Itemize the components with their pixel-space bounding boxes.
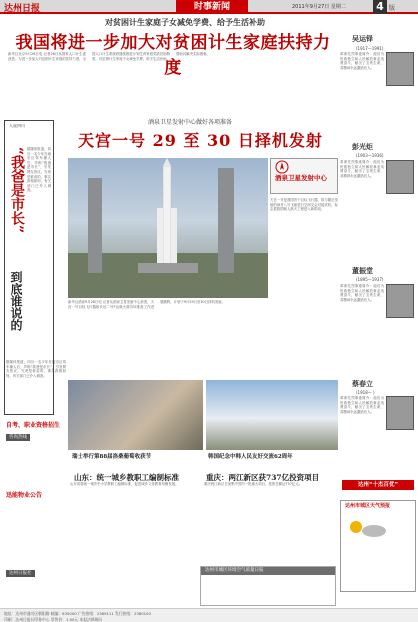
commentary-title-2[interactable]: 到底谁说的	[9, 271, 23, 331]
profile-body-1: 革命先烈事迹简介：他们为民族独立和人民解放事业英勇奋斗，献出了宝贵生命，其精神永远激励后人。	[340, 52, 384, 70]
profile-years-1: (1917—1991)	[356, 46, 384, 51]
feature-banner	[68, 117, 338, 157]
issue-date: 2011年9月27日 星期二	[292, 4, 346, 10]
commentary-kicker: 人说四川	[9, 124, 25, 128]
weather-box	[340, 500, 416, 592]
footer-line-2: 印刷：达州日报社印务中心 零售价：1.00元 本报法律顾问	[4, 617, 103, 622]
photo-grape-festival[interactable]	[68, 380, 203, 450]
ad-head-1[interactable]: 自考、职业资格招生	[6, 422, 61, 429]
photo-caption-2: 韩国纪念中韩人民友好交流62周年	[208, 454, 293, 460]
profile-name-2[interactable]: 彭光炬	[352, 142, 373, 151]
profile-years-4: (1918— )	[356, 390, 375, 395]
lead-body: 新华社北京9月26日电 记者26日从国家人口计生委获悉，为进一步加大对贫困计生家庭的扶持力度，全国人口计生系统将继续推进计划生育家庭奖励扶助制度，对贫困计生家庭子女减免学费、给予生活补助，帮助其解决实际困难。	[8, 52, 210, 61]
commentary-title[interactable]: “我爸是市长”	[9, 147, 25, 234]
rocket-illustration	[68, 158, 268, 298]
news-brief-body-1: 山东省将统一城乡中小学教职工编制标准，促进城乡义务教育均衡发展。	[70, 482, 179, 486]
section-label: 时事新闻	[176, 0, 248, 14]
air-quality-table-head: 达州市城区环境空气质量日报	[201, 567, 335, 575]
page-number: 4	[373, 0, 387, 14]
news-brief-title-1[interactable]: 山东：统一城乡教职工编制标准	[74, 473, 179, 482]
profile-body-3: 革命先烈事迹简介：他们为民族独立和人民解放事业英勇奋斗，献出了宝贵生命，其精神永远激励后人。	[340, 284, 384, 302]
weather-title: 达州市城区天气预报	[345, 503, 391, 509]
masthead	[0, 0, 418, 14]
news-brief-title-2[interactable]: 重庆：两江新区获737亿投资项目	[206, 473, 320, 482]
footer	[0, 608, 418, 622]
profile-header-2	[340, 142, 416, 153]
profile-header-4	[340, 379, 416, 390]
air-quality-table	[200, 566, 336, 606]
profiles-column	[340, 34, 416, 489]
logo-title: 酒泉卫星发射中心	[275, 174, 327, 182]
emblem-icon	[275, 160, 295, 174]
ten-outstanding-banner[interactable]: 达州“十杰百优”	[342, 480, 414, 490]
profile-name-4[interactable]: 蔡春立	[352, 379, 373, 388]
weather-sun-icon	[344, 513, 414, 543]
ad-head-2[interactable]: 迅能物业公告	[6, 492, 43, 499]
profile-years-3: (1895—1937)	[356, 277, 384, 282]
footer-line-1: 地址：达州市通川区朝阳路 邮编：635000 广告热线：2389111 发行热线：2380100	[4, 611, 151, 616]
photo-korea-commemoration[interactable]	[206, 380, 338, 450]
portrait-3	[386, 284, 414, 318]
lead-headline[interactable]: 我国将进一步加大对贫困计生家庭扶持力度	[15, 33, 331, 78]
portrait-4	[386, 396, 414, 430]
feature-kicker: 酒泉卫星发射中心做好各项准备	[148, 119, 233, 126]
launch-center-logo	[270, 158, 338, 194]
profile-years-2: (1903—1936)	[356, 153, 384, 158]
profile-name-1[interactable]: 吴运铎	[352, 34, 373, 43]
portrait-2	[386, 160, 414, 194]
ad-button-2[interactable]: 达州日报社	[6, 570, 35, 577]
commentary-body: 据媒体报道，四川一名少年在闹市区驾车撞人后，声称“我爸是市长”，引发网友热议。究竟是谁说的，事实真相如何，有关部门已介入调查。	[27, 147, 51, 193]
commentary-body-extra: 据媒体报道，四川一名少年在闹市区驾车撞人后，声称“我爸是市长”，引发网友热议。究竟是谁说的，事实真相如何，有关部门已介入调查。	[6, 360, 66, 378]
profile-header-1	[340, 34, 416, 45]
feature-sidebar-body: 天宫一号是我国首个目标飞行器，将与随后发射的神舟八号飞船进行空间交会对接试验，标志着我国载人航天工程进入新阶段。	[270, 198, 338, 212]
photo-caption-1: 瑞士举行第88届洛桑葡萄收获节	[72, 454, 152, 460]
lead-subhead: 对贫困计生家庭子女减免学费、给予生活补助	[105, 17, 265, 27]
profile-header-3	[340, 266, 416, 277]
profile-body-4: 革命先烈事迹简介：他们为民族独立和人民解放事业英勇奋斗，献出了宝贵生命，其精神永远激励后人。	[340, 396, 384, 414]
portrait-1	[386, 52, 414, 86]
feature-title[interactable]: 天宫一号 29 至 30 日择机发射	[78, 131, 323, 150]
profile-body-2: 革命先烈事迹简介：他们为民族独立和人民解放事业英勇奋斗，献出了宝贵生命，其精神永远激励后人。	[340, 160, 384, 178]
profile-name-3[interactable]: 董振堂	[352, 266, 373, 275]
ad-button-1[interactable]: 咨询热线	[6, 434, 30, 441]
paper-name: 达州日报	[4, 4, 41, 14]
rocket-launch-photo[interactable]	[68, 158, 268, 298]
news-brief-body-2: 重庆两江新区日前集中签约一批重大项目，投资总额达737亿元。	[204, 482, 303, 486]
feature-sidebar	[270, 158, 338, 298]
feature-body: 新华社酒泉9月26日电 记者从酒泉卫星发射中心获悉，天宫一号目标飞行器和长征二号F运载火箭各项准备工作进展顺利，计划于9月29日至30日择机发射。	[68, 300, 226, 309]
page-label: 版	[389, 5, 396, 12]
